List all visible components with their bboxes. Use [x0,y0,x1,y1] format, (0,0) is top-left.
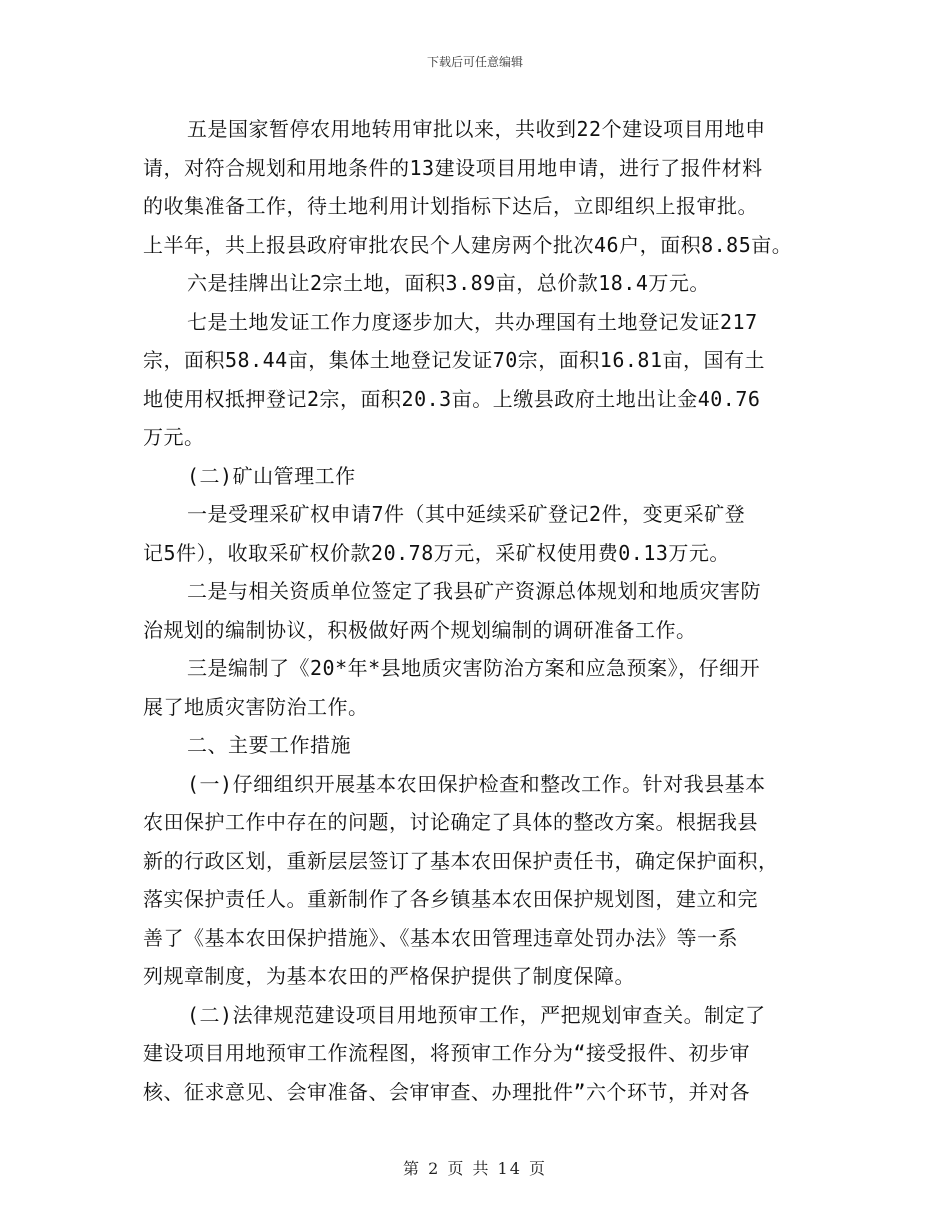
paragraph-line: 五是国家暂停农用地转用审批以来，共收到22个建设项目用地申 [187,117,766,141]
page-header-note: 下载后可任意编辑 [426,55,523,69]
paragraph-line: (一)仔细组织开展基本农田保护检查和整改工作。针对我县基本 [187,771,766,796]
section-heading: (二)矿山管理工作 [187,463,356,488]
paragraph-line: 请，对符合规划和用地条件的13建设项目用地申请，进行了报件材料 [143,155,763,180]
paragraph-line: 新的行政区划，重新层层签订了基本农田保护责任书，确定保护面积， [143,848,779,873]
paragraph-line: 展了地质灾害防治工作。 [143,694,369,719]
paragraph-line: 治规划的编制协议，积极做好两个规划编制的调研准备工作。 [143,617,697,642]
paragraph-line: (二)法律规范建设项目用地预审工作，严把规划审查关。制定了 [187,1002,766,1027]
paragraph-line: 记5件），收取采矿权价款20.78万元，采矿权使用费0.13万元。 [143,540,730,565]
paragraph-line: 上半年，共上报县政府审批农民个人建房两个批次46户，面积8.85亩。 [143,232,793,257]
paragraph-line: 二是与相关资质单位签定了我县矿产资源总体规划和地质灾害防 [187,579,761,603]
paragraph-line: 的收集准备工作，待土地利用计划指标下达后，立即组织上报审批。 [143,194,758,218]
document-body [143,110,823,1111]
paragraph-line: 宗，面积58.44亩，集体土地登记发证70宗，面积16.81亩，国有土 [143,348,765,372]
section-heading: 二、主要工作措施 [187,733,351,757]
paragraph-line: 建设项目用地预审工作流程图，将预审工作分为“接受报件、初步审 [143,1041,751,1065]
paragraph-line: 核、征求意见、会审准备、会审审查、办理批件”六个环节，并对各 [143,1079,751,1104]
paragraph-line: 列规章制度，为基本农田的严格保护提供了制度保障。 [143,964,635,988]
paragraph-line: 一是受理采矿权申请7件（其中延续采矿登记2件，变更采矿登 [187,502,746,526]
page-number-footer: 第 2 页 共 14 页 [403,1159,547,1178]
paragraph-line: 地使用权抵押登记2宗，面积20.3亩。上缴县政府土地出让金40.76 [143,386,761,411]
paragraph-line: 善了《基本农田保护措施》、《基本农田管理违章处罚办法》等一系 [143,925,738,950]
paragraph-line: 落实保护责任人。重新制作了各乡镇基本农田保护规划图，建立和完 [143,887,758,911]
paragraph-line: 六是挂牌出让2宗土地，面积3.89亩，总价款18.4万元。 [187,271,710,295]
paragraph-line: 三是编制了《20*年*县地质灾害防治方案和应急预案》，仔细开 [187,656,761,680]
paragraph-line: 农田保护工作中存在的问题，讨论确定了具体的整改方案。根据我县 [143,810,758,834]
paragraph-line: 万元。 [143,425,205,449]
paragraph-line: 七是土地发证工作力度逐步加大，共办理国有土地登记发证217 [187,309,758,334]
